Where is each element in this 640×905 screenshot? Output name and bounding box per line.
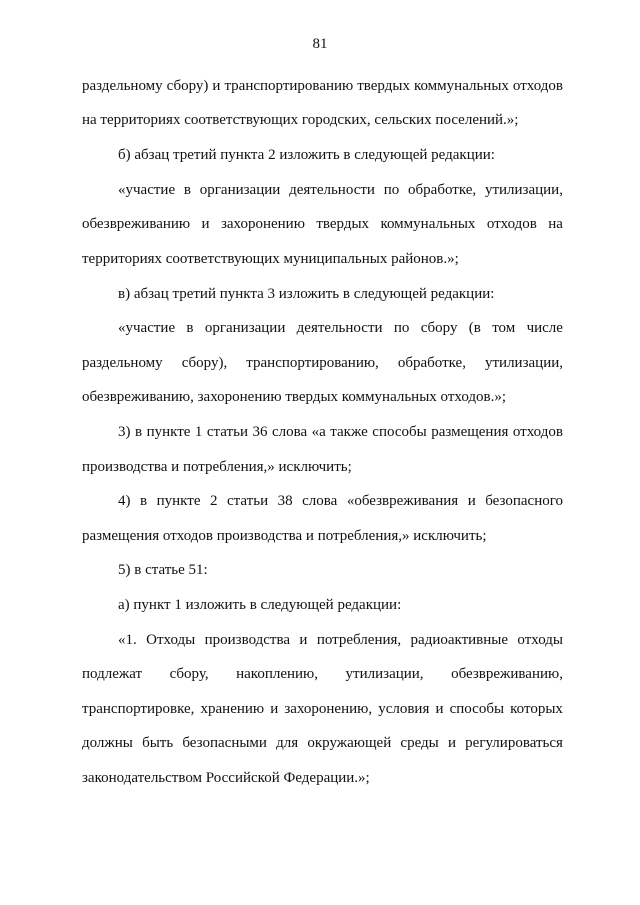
word: производства xyxy=(204,632,291,648)
word: твердых xyxy=(316,216,370,232)
word: 2 xyxy=(210,493,218,509)
word: также xyxy=(330,424,368,440)
text-line: производства и потребления,» исключить; xyxy=(82,459,352,475)
word: и xyxy=(299,632,308,648)
word: которых xyxy=(510,701,563,717)
word: утилизации, xyxy=(484,182,563,198)
text-line xyxy=(118,318,563,338)
text-line xyxy=(82,76,563,96)
text-line: в) абзац третий пункта 3 изложить в следующей редакции: xyxy=(118,286,495,302)
word: по xyxy=(393,320,410,336)
word: радиоактивные xyxy=(410,632,509,648)
text-line: б) абзац третий пункта 2 изложить в следующей редакции: xyxy=(118,147,495,163)
word: транспортированию, xyxy=(246,355,379,371)
text-line: а) пункт 1 изложить в следующей редакции: xyxy=(118,597,402,613)
word: и xyxy=(435,701,444,717)
word: и xyxy=(201,216,210,232)
word: сбору xyxy=(420,320,458,336)
text-line: обезвреживанию, захоронению твердых коммунальных отходов.»; xyxy=(82,389,507,405)
text-line xyxy=(82,214,563,234)
text-line xyxy=(118,180,563,200)
word: в xyxy=(134,424,143,440)
word: 4) xyxy=(118,493,131,509)
word: пункте xyxy=(156,493,201,509)
word: в xyxy=(183,182,191,198)
word: и xyxy=(270,701,279,717)
word: сбору) xyxy=(166,78,209,94)
word: «а xyxy=(311,424,326,440)
word: размещения xyxy=(431,424,509,440)
word: и xyxy=(467,493,476,509)
word: быть xyxy=(142,735,174,751)
word: сбору, xyxy=(169,666,209,682)
word: и xyxy=(447,735,456,751)
text-line: законодательством Российской Федерации.»; xyxy=(82,770,370,786)
word: в xyxy=(140,493,148,509)
word: слова xyxy=(302,493,338,509)
word: отходов xyxy=(486,216,537,232)
word: захоронению xyxy=(220,216,305,232)
word: 3) xyxy=(118,424,131,440)
word: обработке, xyxy=(397,355,466,371)
word: захоронению, xyxy=(284,701,373,717)
word: твердых xyxy=(357,78,410,94)
word: том xyxy=(492,320,516,336)
text-line: на территориях соответствующих городских, сельских поселений.»; xyxy=(82,112,519,128)
page-number: 81 xyxy=(312,36,328,52)
word: раздельному xyxy=(82,78,163,94)
word: деятельности xyxy=(296,320,383,336)
word: 1 xyxy=(194,424,203,440)
word: безопасного xyxy=(485,493,563,509)
word: на xyxy=(548,216,563,232)
word: отходов xyxy=(512,78,563,94)
word: «участие xyxy=(118,320,176,336)
word: организации xyxy=(204,320,286,336)
text-line xyxy=(82,353,563,373)
word: коммунальных xyxy=(413,78,509,94)
word: для xyxy=(276,735,299,751)
text-line xyxy=(82,699,563,719)
word: потребления, xyxy=(316,632,402,648)
text-line: размещения отходов производства и потребления,» исключить; xyxy=(82,528,487,544)
word: утилизации, xyxy=(345,666,424,682)
word: 36 xyxy=(252,424,268,440)
word: окружающей xyxy=(307,735,392,751)
text-line xyxy=(82,664,563,684)
word: условия xyxy=(378,701,430,717)
text-line xyxy=(118,630,563,650)
word: обезвреживанию xyxy=(82,216,191,232)
text-line: территориях соответствующих муниципальных районов.»; xyxy=(82,251,459,267)
word: транспортировке, xyxy=(82,701,195,717)
text-line: 5) в статье 51: xyxy=(118,562,208,578)
word: в xyxy=(186,320,194,336)
word: отходов xyxy=(512,424,563,440)
word: «1. xyxy=(118,632,137,648)
word: безопасными xyxy=(182,735,267,751)
word: обработке, xyxy=(408,182,477,198)
word: организации xyxy=(199,182,281,198)
word: пункте xyxy=(146,424,191,440)
word: способы xyxy=(449,701,505,717)
word: способы xyxy=(372,424,427,440)
word: раздельному xyxy=(82,355,163,371)
word: обезвреживанию, xyxy=(451,666,563,682)
word: регулироваться xyxy=(465,735,563,751)
word: хранению xyxy=(200,701,265,717)
word: подлежат xyxy=(82,666,143,682)
word: деятельности xyxy=(289,182,375,198)
word: сбору), xyxy=(181,355,228,371)
word: слова xyxy=(271,424,308,440)
text-line xyxy=(118,491,563,511)
word: статьи xyxy=(227,493,269,509)
word: утилизации, xyxy=(484,355,563,371)
word: и xyxy=(212,78,221,94)
word: «участие xyxy=(118,182,176,198)
word: накоплению, xyxy=(236,666,319,682)
word: (в xyxy=(468,320,481,336)
word: по xyxy=(383,182,400,198)
word: коммунальных xyxy=(380,216,476,232)
word: статьи xyxy=(206,424,248,440)
word: 38 xyxy=(277,493,293,509)
word: Отходы xyxy=(146,632,196,648)
text-line xyxy=(82,733,563,753)
word: транспортированию xyxy=(224,78,354,94)
text-line xyxy=(118,422,563,442)
word: должны xyxy=(82,735,133,751)
word: «обезвреживания xyxy=(346,493,459,509)
word: числе xyxy=(526,320,563,336)
word: отходы xyxy=(517,632,563,648)
word: среды xyxy=(400,735,439,751)
